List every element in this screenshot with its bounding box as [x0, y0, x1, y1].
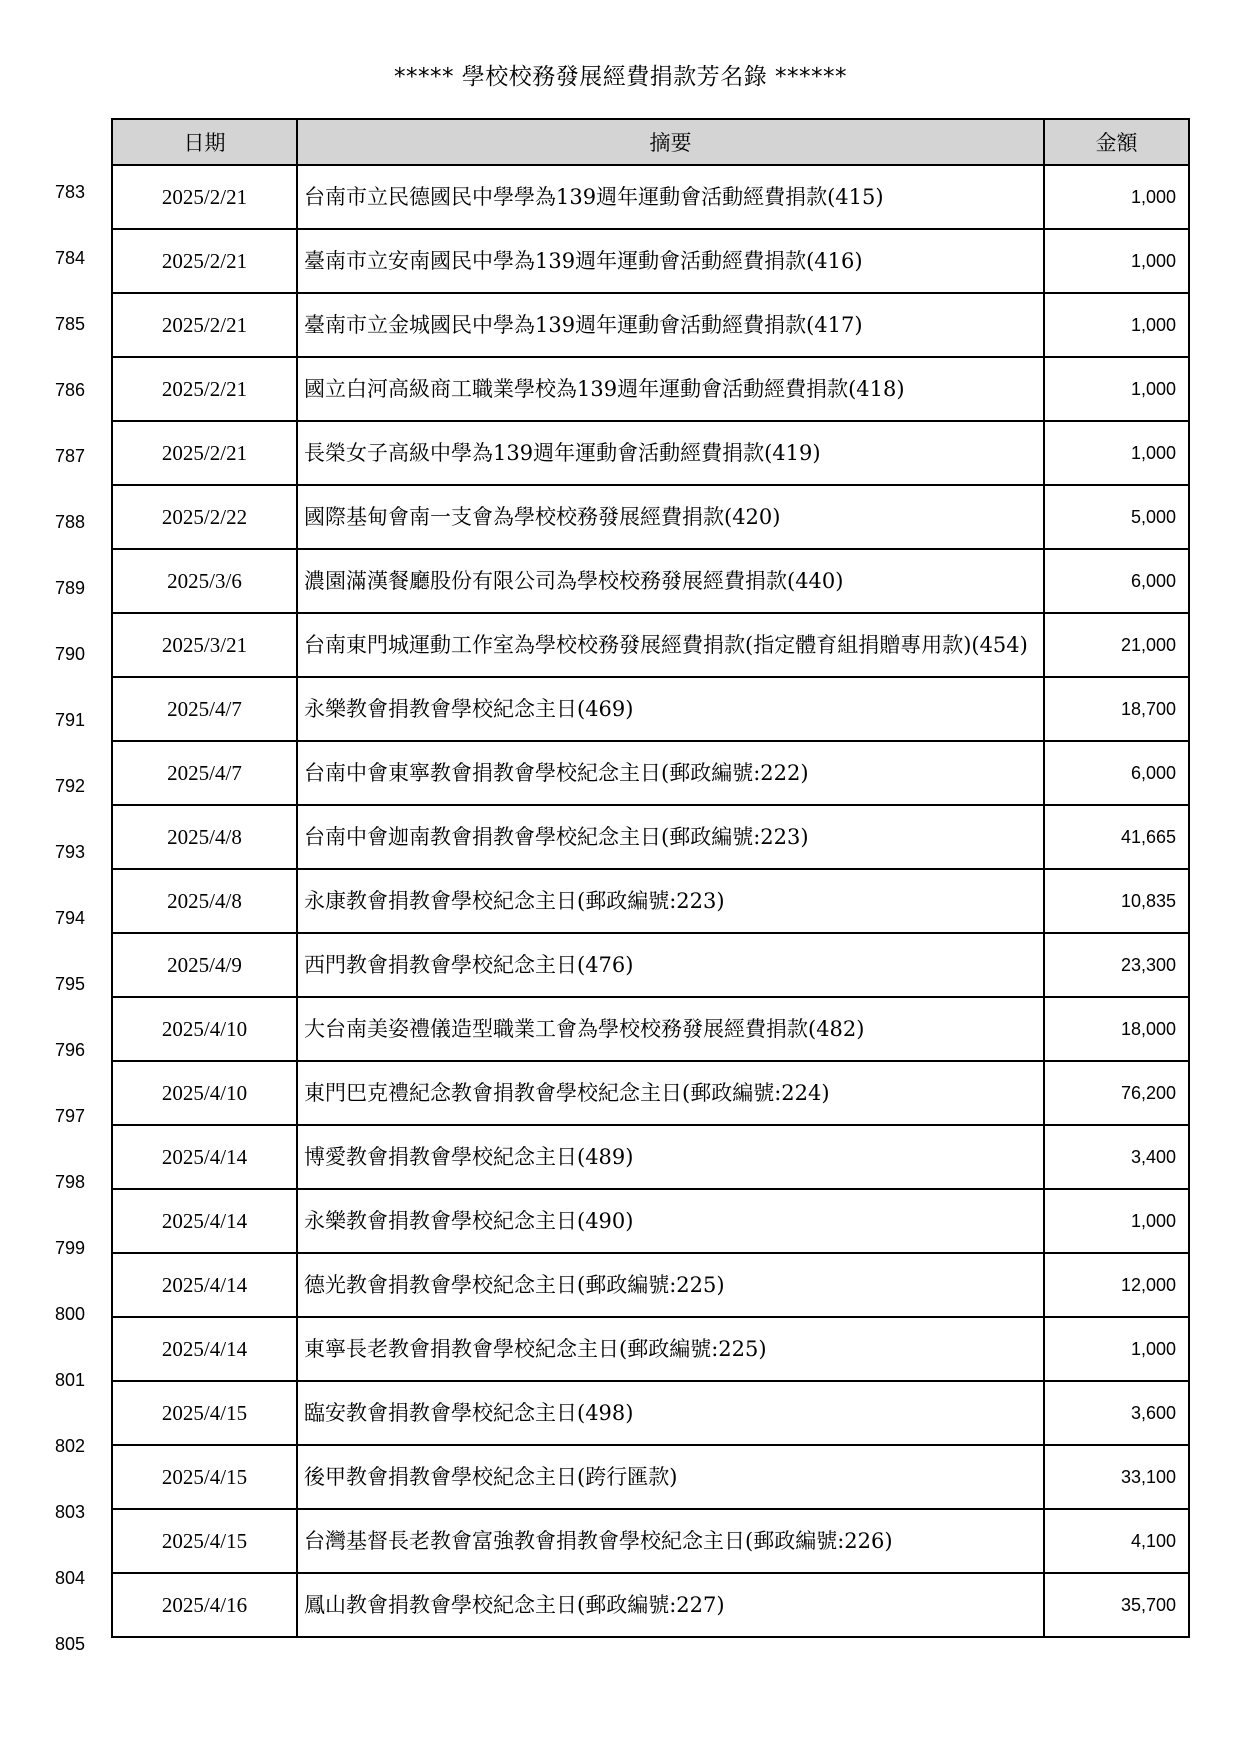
- row-number: [40, 496, 100, 562]
- row-description: 國際基甸會南一支會為學校校務發展經費捐款(420): [297, 485, 1044, 549]
- row-description: 永樂教會捐教會學校紀念主日(490): [297, 1189, 1044, 1253]
- row-amount: 3,400: [1044, 1125, 1189, 1189]
- row-date: 2025/2/21: [112, 293, 297, 357]
- row-description: 台南東門城運動工作室為學校校務發展經費捐款(指定體育組捐贈專用款)(454): [297, 613, 1044, 677]
- row-description: 永樂教會捐教會學校紀念主日(469): [297, 677, 1044, 741]
- row-amount: 3,600: [1044, 1381, 1189, 1445]
- row-amount: 76,200: [1044, 1061, 1189, 1125]
- row-date: 2025/4/9: [112, 933, 297, 997]
- row-amount: 10,835: [1044, 869, 1189, 933]
- row-number: [40, 760, 100, 826]
- row-number-label: 785: [54, 314, 86, 334]
- row-date: 2025/3/6: [112, 549, 297, 613]
- row-date: 2025/4/14: [112, 1253, 297, 1317]
- date-column-header: 日期: [112, 119, 297, 165]
- row-description: 東寧長老教會捐教會學校紀念主日(郵政編號:225): [297, 1317, 1044, 1381]
- row-date: 2025/4/14: [112, 1189, 297, 1253]
- row-date: 2025/4/15: [112, 1381, 297, 1445]
- row-amount: 4,100: [1044, 1509, 1189, 1573]
- row-number-label: 791: [54, 710, 86, 730]
- row-number: [40, 1090, 100, 1156]
- row-date: 2025/2/22: [112, 485, 297, 549]
- table-row: [112, 677, 1189, 741]
- table-row: [112, 1061, 1189, 1125]
- row-date: 2025/2/21: [112, 421, 297, 485]
- row-number: [40, 1486, 100, 1552]
- row-date: 2025/4/8: [112, 805, 297, 869]
- row-date: 2025/2/21: [112, 165, 297, 229]
- row-description: 臺南市立安南國民中學為139週年運動會活動經費捐款(416): [297, 229, 1044, 293]
- row-number: [40, 298, 100, 364]
- row-number: [40, 1420, 100, 1486]
- row-description: 台南中會東寧教會捐教會學校紀念主日(郵政編號:222): [297, 741, 1044, 805]
- table-row: [112, 1125, 1189, 1189]
- row-number: [40, 694, 100, 760]
- row-description: 台南中會迦南教會捐教會學校紀念主日(郵政編號:223): [297, 805, 1044, 869]
- row-number: [40, 562, 100, 628]
- row-number-label: 799: [54, 1238, 86, 1258]
- row-date: 2025/4/10: [112, 1061, 297, 1125]
- row-number: [40, 1618, 100, 1684]
- description-column-header: 摘要: [297, 119, 1044, 165]
- row-description: 鳳山教會捐教會學校紀念主日(郵政編號:227): [297, 1573, 1044, 1637]
- row-number-label: 801: [54, 1370, 86, 1390]
- row-description: 後甲教會捐教會學校紀念主日(跨行匯款): [297, 1445, 1044, 1509]
- row-number: [40, 628, 100, 694]
- row-description: 濃園滿漢餐廳股份有限公司為學校校務發展經費捐款(440): [297, 549, 1044, 613]
- row-amount: 1,000: [1044, 165, 1189, 229]
- table-row: [112, 421, 1189, 485]
- row-date: 2025/4/15: [112, 1445, 297, 1509]
- row-date: 2025/4/15: [112, 1509, 297, 1573]
- row-number: [40, 430, 100, 496]
- row-number-label: 794: [54, 908, 86, 928]
- row-amount: 1,000: [1044, 421, 1189, 485]
- row-amount: 6,000: [1044, 741, 1189, 805]
- row-number-label: 783: [54, 182, 86, 202]
- row-amount: 18,700: [1044, 677, 1189, 741]
- row-description: 博愛教會捐教會學校紀念主日(489): [297, 1125, 1044, 1189]
- table-row: [112, 997, 1189, 1061]
- row-number: [40, 826, 100, 892]
- table-row: [112, 933, 1189, 997]
- table-row: [112, 741, 1189, 805]
- row-number: [40, 232, 100, 298]
- row-number-label: 793: [54, 842, 86, 862]
- row-number-label: 792: [54, 776, 86, 796]
- row-amount: 41,665: [1044, 805, 1189, 869]
- row-number: [40, 958, 100, 1024]
- row-number-column: [40, 166, 100, 1684]
- table-row: [112, 229, 1189, 293]
- row-amount: 1,000: [1044, 293, 1189, 357]
- row-amount: 23,300: [1044, 933, 1189, 997]
- row-number: [40, 1288, 100, 1354]
- row-number-label: 800: [54, 1304, 86, 1324]
- table-row: [112, 165, 1189, 229]
- table-row: [112, 357, 1189, 421]
- row-date: 2025/4/7: [112, 677, 297, 741]
- row-number-label: 787: [54, 446, 86, 466]
- row-amount: 21,000: [1044, 613, 1189, 677]
- row-number-label: 803: [54, 1502, 86, 1522]
- page-title: ***** 學校校務發展經費捐款芳名錄 ******: [393, 64, 848, 90]
- row-number: [40, 166, 100, 232]
- row-number-label: 802: [54, 1436, 86, 1456]
- table-row: [112, 485, 1189, 549]
- row-date: 2025/2/21: [112, 229, 297, 293]
- row-number-label: 795: [54, 974, 86, 994]
- table-row: [112, 1253, 1189, 1317]
- row-date: 2025/4/10: [112, 997, 297, 1061]
- table-header-row: [112, 119, 1189, 165]
- row-number-label: 805: [54, 1634, 86, 1654]
- row-date: 2025/4/7: [112, 741, 297, 805]
- row-description: 東門巴克禮紀念教會捐教會學校紀念主日(郵政編號:224): [297, 1061, 1044, 1125]
- row-date: 2025/4/14: [112, 1317, 297, 1381]
- row-description: 大台南美姿禮儀造型職業工會為學校校務發展經費捐款(482): [297, 997, 1044, 1061]
- row-amount: 1,000: [1044, 229, 1189, 293]
- row-number-label: 797: [54, 1106, 86, 1126]
- row-amount: 1,000: [1044, 357, 1189, 421]
- row-date: 2025/2/21: [112, 357, 297, 421]
- table-row: [112, 613, 1189, 677]
- row-amount: 12,000: [1044, 1253, 1189, 1317]
- donation-table: [111, 118, 1190, 1638]
- row-description: 國立白河高級商工職業學校為139週年運動會活動經費捐款(418): [297, 357, 1044, 421]
- table-row: [112, 805, 1189, 869]
- row-amount: 5,000: [1044, 485, 1189, 549]
- table-row: [112, 1509, 1189, 1573]
- row-number-label: 784: [54, 248, 86, 268]
- row-amount: 1,000: [1044, 1317, 1189, 1381]
- row-amount: 35,700: [1044, 1573, 1189, 1637]
- table-row: [112, 1445, 1189, 1509]
- row-amount: 6,000: [1044, 549, 1189, 613]
- row-description: 臺南市立金城國民中學為139週年運動會活動經費捐款(417): [297, 293, 1044, 357]
- row-number: [40, 1552, 100, 1618]
- row-description: 德光教會捐教會學校紀念主日(郵政編號:225): [297, 1253, 1044, 1317]
- row-number: [40, 1024, 100, 1090]
- row-amount: 18,000: [1044, 997, 1189, 1061]
- table-row: [112, 1317, 1189, 1381]
- row-number-label: 786: [54, 380, 86, 400]
- row-date: 2025/4/8: [112, 869, 297, 933]
- row-description: 台南市立民德國民中學學為139週年運動會活動經費捐款(415): [297, 165, 1044, 229]
- row-description: 永康教會捐教會學校紀念主日(郵政編號:223): [297, 869, 1044, 933]
- row-description: 臨安教會捐教會學校紀念主日(498): [297, 1381, 1044, 1445]
- row-number: [40, 1156, 100, 1222]
- table-row: [112, 1189, 1189, 1253]
- row-number-label: 804: [54, 1568, 86, 1588]
- row-number-label: 789: [54, 578, 86, 598]
- row-number-label: 796: [54, 1040, 86, 1060]
- row-number-label: 788: [54, 512, 86, 532]
- table-row: [112, 1573, 1189, 1637]
- row-number: [40, 1354, 100, 1420]
- row-number: [40, 1222, 100, 1288]
- table-row: [112, 549, 1189, 613]
- row-description: 西門教會捐教會學校紀念主日(476): [297, 933, 1044, 997]
- table-row: [112, 293, 1189, 357]
- amount-column-header: 金額: [1044, 119, 1189, 165]
- row-number: [40, 364, 100, 430]
- row-date: 2025/4/16: [112, 1573, 297, 1637]
- row-description: 台灣基督長老教會富強教會捐教會學校紀念主日(郵政編號:226): [297, 1509, 1044, 1573]
- row-number: [40, 892, 100, 958]
- row-amount: 33,100: [1044, 1445, 1189, 1509]
- row-number-label: 798: [54, 1172, 86, 1192]
- row-number-label: 790: [54, 644, 86, 664]
- row-date: 2025/4/14: [112, 1125, 297, 1189]
- row-amount: 1,000: [1044, 1189, 1189, 1253]
- row-description: 長榮女子高級中學為139週年運動會活動經費捐款(419): [297, 421, 1044, 485]
- table-row: [112, 1381, 1189, 1445]
- table-row: [112, 869, 1189, 933]
- row-date: 2025/3/21: [112, 613, 297, 677]
